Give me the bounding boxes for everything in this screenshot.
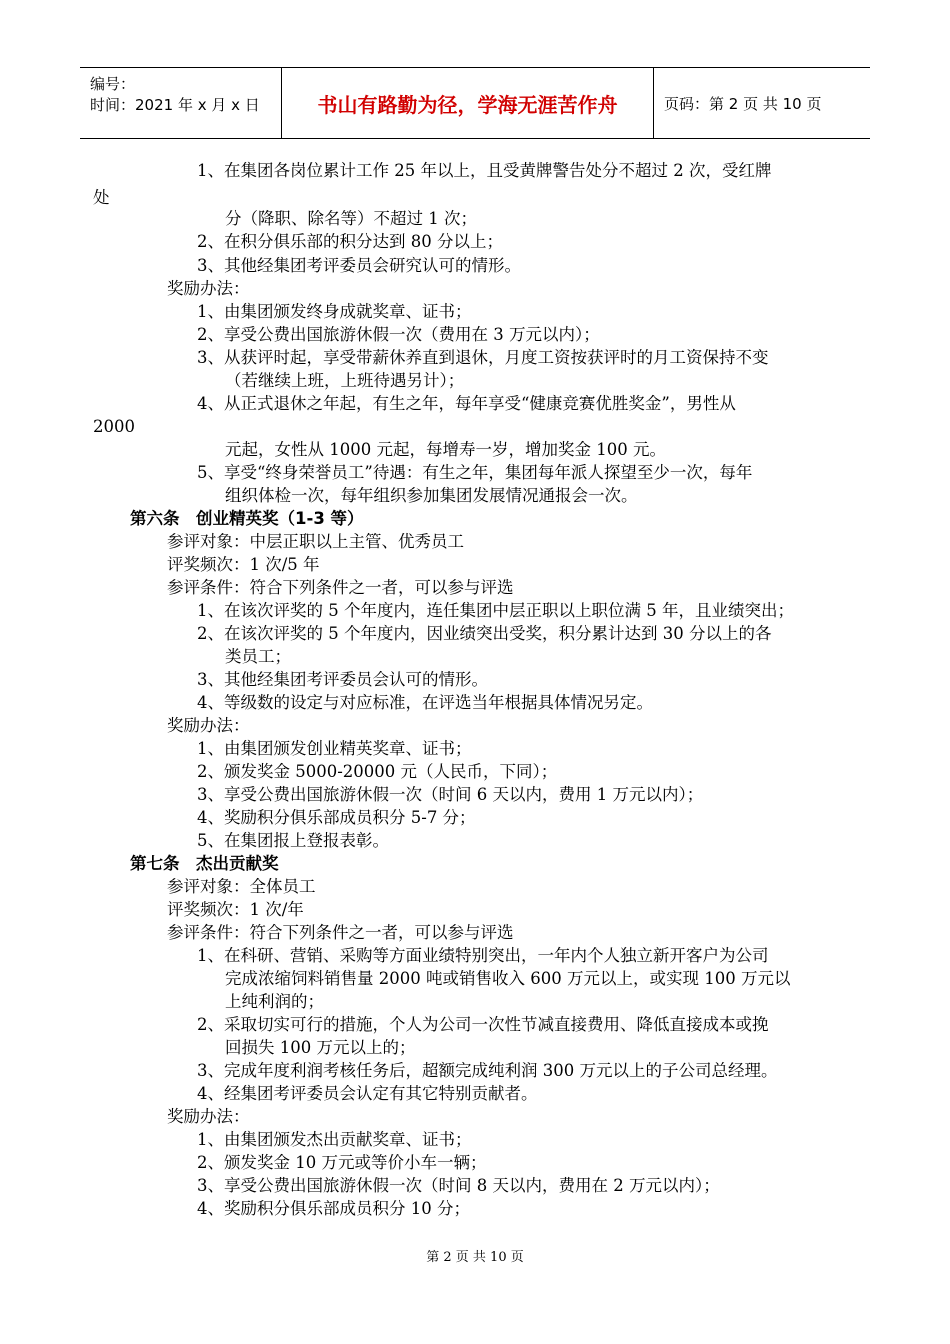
text-line: 3、从获评时起，享受带薪休养直到退休，月度工资按获评时的月工资保持不变 [197,348,769,367]
text-line: 4、奖励积分俱乐部成员积分 10 分； [197,1199,470,1218]
text-line: 类员工； [225,647,291,666]
text-line: 3、其他经集团考评委员会研究认可的情形。 [197,256,521,275]
text-line: 回损失 100 万元以上的； [225,1038,416,1057]
header-number: 编号： [90,75,136,93]
text-line: 3、完成年度利润考核任务后，超额完成纯利润 300 万元以上的子公司总经理。 [197,1061,778,1080]
text-line: 1、由集团颁发创业精英奖章、证书； [197,739,472,758]
text-line: 4、等级数的设定与对应标准，在评选当年根据具体情况另定。 [197,693,653,712]
text-line: 评奖频次：1 次/年 [167,900,304,919]
text-line: 1、由集团颁发终身成就奖章、证书； [197,302,472,321]
header-divider [653,68,654,138]
text-line: 处 [93,188,110,207]
section-subheading: 奖励办法： [167,1107,250,1126]
text-line: 组织体检一次，每年组织参加集团发展情况通报会一次。 [225,486,638,505]
text-line: 参评条件：符合下列条件之一者，可以参与评选 [167,923,514,942]
text-line: 5、在集团报上登报表彰。 [197,831,389,850]
header-page-number: 页码：第 2 页 共 10 页 [664,95,822,113]
page-footer: 第 2 页 共 10 页 [426,1250,524,1265]
text-line: 1、在该次评奖的 5 个年度内，连任集团中层正职以上职位满 5 年，且业绩突出； [197,601,794,620]
text-line: 1、在科研、营销、采购等方面业绩特别突出，一年内个人独立新开客户为公司 [197,946,769,965]
section-subheading: 奖励办法： [167,279,250,298]
text-line: 4、奖励积分俱乐部成员积分 5-7 分； [197,808,476,827]
text-line: 3、其他经集团考评委员会认可的情形。 [197,670,488,689]
text-line: 参评对象：中层正职以上主管、优秀员工 [167,532,464,551]
text-line: 评奖频次：1 次/5 年 [167,555,320,574]
header-time: 时间：2021 年 x 月 x 日 [90,96,260,114]
header-motto: 书山有路勤为径，学海无涯苦作舟 [317,92,618,117]
text-line: 3、享受公费出国旅游休假一次（时间 8 天以内，费用在 2 万元以内）； [197,1176,720,1195]
text-line: 2、颁发奖金 5000-20000 元（人民币，下同）； [197,762,558,781]
text-line: 3、享受公费出国旅游休假一次（时间 6 天以内，费用 1 万元以内）； [197,785,704,804]
text-line: 2、在积分俱乐部的积分达到 80 分以上； [197,232,503,251]
text-line: 4、从正式退休之年起，有生之年，每年享受“健康竞赛优胜奖金”，男性从 [197,394,736,413]
text-line: 分（降职、除名等）不超过 1 次； [225,209,477,228]
text-line: 1、由集团颁发杰出贡献奖章、证书； [197,1130,472,1149]
text-line: 元起，女性从 1000 元起，每增寿一岁，增加奖金 100 元。 [225,440,666,459]
text-line: 2000 [93,417,135,436]
text-line: 2、颁发奖金 10 万元或等价小车一辆； [197,1153,487,1172]
section-subheading: 奖励办法： [167,716,250,735]
article-heading: 第七条 杰出贡献奖 [130,854,279,873]
header-meta [90,74,260,116]
text-line: 5、享受“终身荣誉员工”待遇：有生之年，集团每年派人探望至少一次，每年 [197,463,753,482]
text-line: 4、经集团考评委员会认定有其它特别贡献者。 [197,1084,538,1103]
text-line: 完成浓缩饲料销售量 2000 吨或销售收入 600 万元以上，或实现 100 万元以 [225,969,791,988]
text-line: （若继续上班，上班待遇另计）； [225,371,465,390]
text-line: 2、在该次评奖的 5 个年度内，因业绩突出受奖，积分累计达到 30 分以上的各 [197,624,772,643]
text-line: 参评条件：符合下列条件之一者，可以参与评选 [167,578,514,597]
text-line: 2、享受公费出国旅游休假一次（费用在 3 万元以内）； [197,325,600,344]
page-header [80,67,870,139]
text-line: 上纯利润的； [225,992,324,1011]
text-line: 1、在集团各岗位累计工作 25 年以上，且受黄牌警告处分不超过 2 次，受红牌 [197,161,772,180]
text-line: 参评对象：全体员工 [167,877,316,896]
article-heading: 第六条 创业精英奖（1-3 等） [130,509,364,528]
text-line: 2、采取切实可行的措施，个人为公司一次性节减直接费用、降低直接成本或挽 [197,1015,769,1034]
